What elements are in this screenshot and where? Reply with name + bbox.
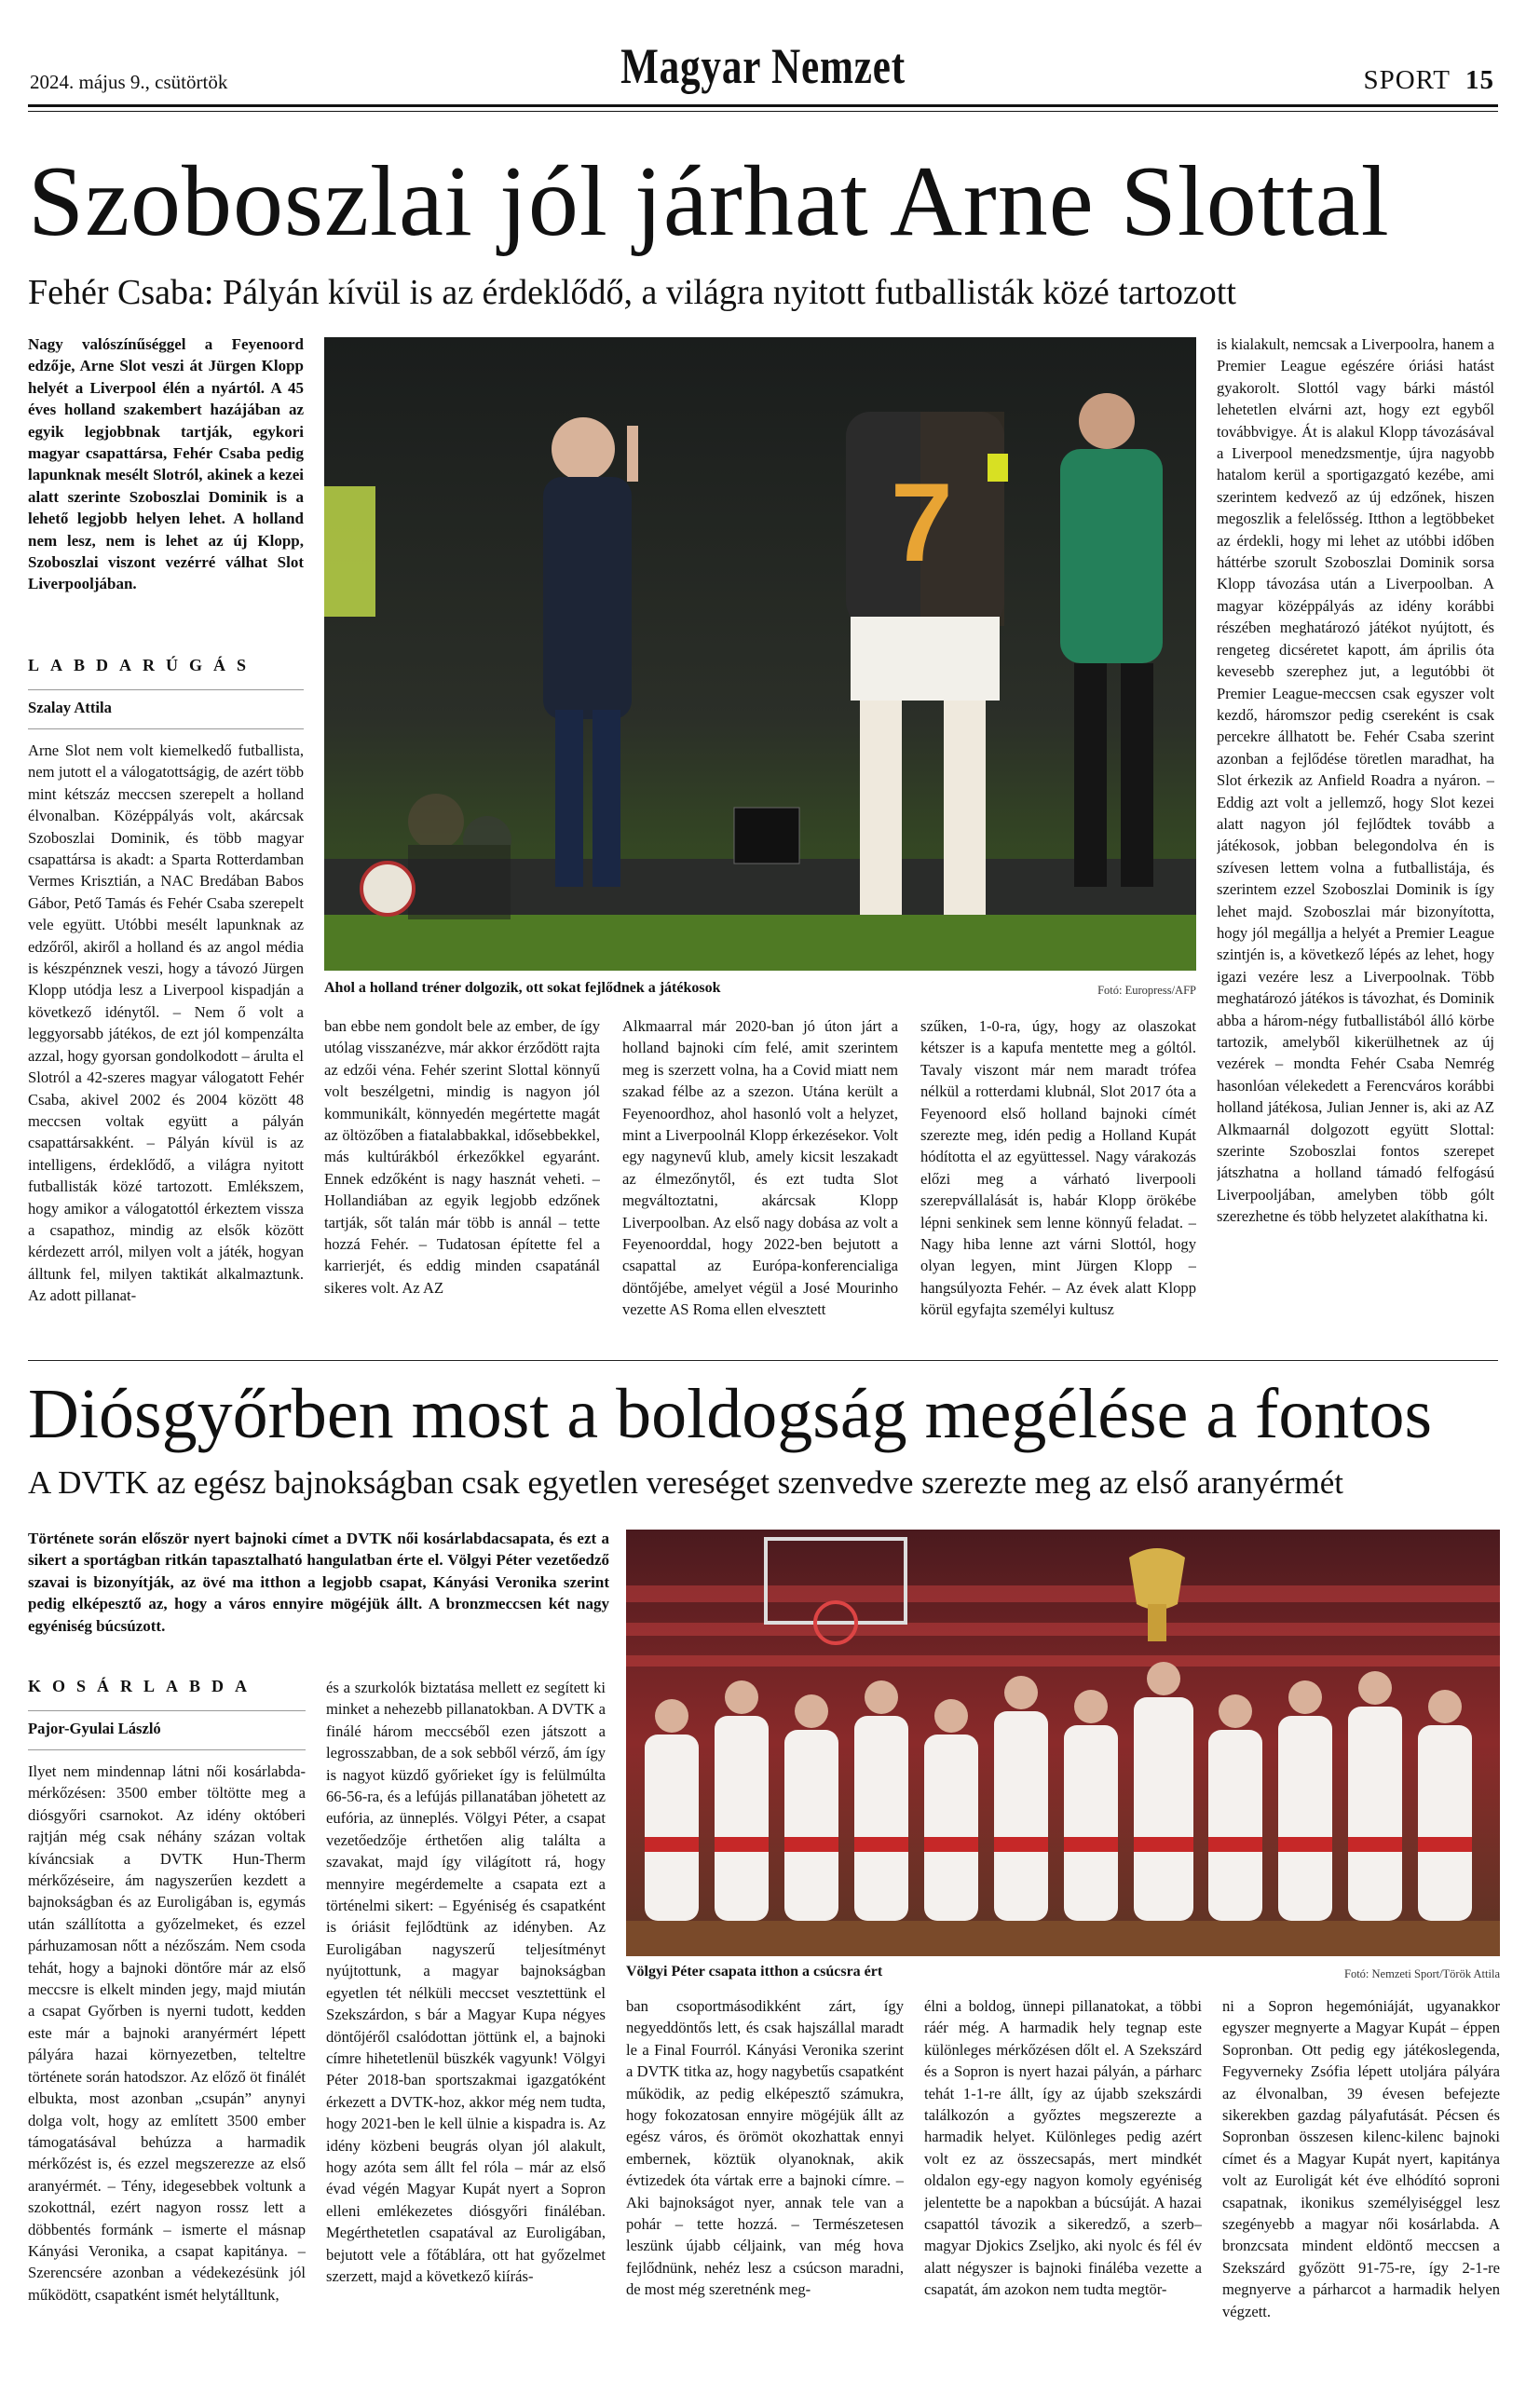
article-divider	[28, 1360, 1498, 1361]
article2-title: Diósgyőrben most a boldogság megélése a fontos	[28, 1375, 1433, 1453]
article2-column-5: ni a Sopron hegemóniáját, ugyanakkor egyszer megnyerte a Magyar Kupát – éppen Sopronban. Ott pedig egy játékoslegenda, Fegyverneky Zsófia lépett utoljára pályára az élvonalban, 39 évesen befejezte sikerekben gazdag pályafutását. Pécsen és Sopronban összesen kilenc-kilenc bajnoki címet és a Magyar Kupát nyert, kapitánya volt az Euroligát két éve elhódító soproni csapatnak, ikonikus személyiséggel lesz szegényebb a magyar női kosárlabda. A bronzcsata mindent eldöntő meccsen a Szekszárd győzött 91-75-re, így 2-1-re megnyerve a párharcot a harmadik helyen végzett.	[1222, 1997, 1500, 2320]
section-label	[1363, 65, 1494, 96]
header-rule-thin	[28, 111, 1498, 112]
article2-photo-caption: Völgyi Péter csapata itthon a csúcsra ért	[626, 1964, 883, 1979]
rubric2-divider	[28, 1710, 306, 1711]
article2-column-2: és a szurkolók biztatása mellett ez segített ki minket a nehezebb pillanatokban. A DVTK a finálé három meccséből ezen játszott a legrosszabban, de a sok sebből vérző, ám így is nagyot küzdő győrieket így is felülmúlta 66-56-ra, és a lefújás pillanatában jöhetett az eufória, az ünneplés. Völgyi Péter, a csapat vezetőedzője érthetően alig találta a szavakat, majd így világított rá, hogy mennyire megérdemelte a csapata ezt a történelmi sikert: – Egyéniség és csapatként is óriásit fejlődtünk az idényben. Az Euroligában nagyszerű teljesítményt nyújtottunk, a magyar bajnokságban egyetlen tét nélküli meccset vesztettünk el Szekszárdon, s bár a Magyar Kupa négyes döntőjéről csalódottan jöttünk el, a bajnoki címre hihetetlenül büszkék vagyunk! Völgyi Péter 2018-ban sportszakmai igazgatóként érkezett a DVTK-hoz, akkor még nem tudta, hogy 2021-ben le kell ülnie a kispadra is. Az idény közbeni beugrás olyan jól alakult, hogy azóta sem állt fel róla – már az első évad végén Magyar Kupát nyert a Sopron elleni emlékezetes diósgyőri fináléban. Megérthetetlen csapatával az Euroligában, bejutott vele a főtáblára, ott hat győzelmet szerzett, majd a következő kiírás-	[326, 1679, 606, 2285]
article2-photo	[626, 1530, 1500, 1956]
article1-column-3: Alkmaarral már 2020-ban jó úton járt a holland bajnoki cím felé, amit szerintem meg is szerzett volna, ha a Covid miatt nem szakad félbe az a szezon. Utána került a Feyenoordhoz, ahol hasonló volt a helyzet, mint a Liverpoolnál Klopp érkezésekor. Volt egy nagynevű klub, amely kicsit leszakadt az élmezőnytől, és ezt tudta Slot megváltoztatni, akárcsak Klopp Liverpoolban. Az első nagy dobása az volt a Feyenoorddal, hogy 2022-ben bejutott a csapattal az Európa-konferencialiga döntőjébe, amelyet végül a José Mourinho vezette AS Roma ellen elvesztett	[622, 1017, 898, 1319]
article1-column-2: ban ebbe nem gondolt bele az ember, de így utólag visszanézve, már akkor érződött rajta az edzői véna. Fehér szerint Slottal könnyű volt beszélgetni, mindig is nagyon jól kommunikált, könnyedén megértette magát az öltözőben a fiatalabbakkal, idősebbekkel, más kultúrákból érkezőkkel egyaránt. Ennek edzőként is nagy hasznát veheti. – Hollandiában az egyik legjobb edzőnek tartják, sőt talán már több is annál – tette hozzá Fehér. – Tudatosan építette fel a karrierjét, és eddig minden csapatánál sikeres volt. Az AZ	[324, 1017, 600, 1297]
masthead-logo: Magyar Nemzet	[620, 38, 906, 94]
article1-photo-caption: Ahol a holland tréner dolgozik, ott sokat fejlődnek a játékosok	[324, 980, 721, 996]
svg-text:7: 7	[891, 460, 953, 585]
article1-column-5: is kialakult, nemcsak a Liverpoolra, hanem a Premier League egészére óriási hatást gyakorolt. Slottól vagy bárki mástól lehetetlen elvárni azt, hogy ezt egyből továbbvigye. Át is alakul Klopp távozásával a Liverpool menedzsmentje, újra nagyobb hatalom kerül a sportigazgató kezébe, ami szerintem kedvező az új edzőnek, hiszen megoszlik a felelősség. Itthon a legtöbbeket az érdekli, hogy mi lehet az utóbbi időben háttérbe szorult Szoboszlai Dominik sorsa Klopp távozása után a Liverpoolban. A magyar középpályás az idény korábbi részében meghatározó játékot nyújtott, és rengeteg dicséretet kapott, ám április óta kevesebb szerephez jut, a legutóbbi öt Premier League-meccsen csak egyszer volt kezdő, háromszor pedig csereként is csak percekre állhatott be. Fehér Csaba szerint azonban a fejlődése töretlen maradhat, ha Slot érkezik az Anfield Roadra a nyáron. – Eddig azt volt a jellemző, hogy Slot kezei alatt nagyon jól fejlődtek tovább a játékosok, jobban belegondolva én is szívesen lettem volna a futballistája, és szerintem ezzel Szoboszlai Dominik is így lehet majd. Szoboszlai már bizonyította, hogy jól megállja a helyét a Premier League szintjén is, a következő lépés az lehet, hogy igazi vezére lesz a Liverpoolnak. Több meghatározó játékos is távozhat, és Dominik abba a három-négy futballistából álló körbe tartozik, amelyből kikerülhetnek az új vezérek – mondta Fehér Csaba Nemrég hasonlóan vélekedett a Ferencváros korábbi holland játékosa, Julian Jenner is, aki az AZ Alkmaarnál dolgozott együtt Slottal: szerinte Szoboszlai fontos szerepet játszhatna a holland támadó felfogású Liverpooljában, amelyben több gólt szerezhetne és több helyzetet alakíthatna ki.	[1217, 335, 1494, 1226]
page-number: 15	[1465, 65, 1494, 95]
section-name: SPORT	[1363, 65, 1451, 95]
article2-subtitle: A DVTK az egész bajnokságban csak egyetlen vereséget szenvedve szerezte meg az első aranyérmét	[28, 1464, 1343, 1501]
article1-subtitle: Fehér Csaba: Pályán kívül is az érdeklődő, a világra nyitott futballisták közé tartozott	[28, 273, 1236, 312]
basketball-photo-illustration	[626, 1530, 1500, 1956]
rubric-divider	[28, 689, 304, 690]
issue-date: 2024. május 9., csütörtök	[30, 71, 228, 93]
article2-rubric: KOSÁRLABDA	[28, 1677, 259, 1695]
article1-column-4: szűken, 1-0-ra, úgy, hogy az olaszokat kétszer is a kapufa mentette meg a góltól. Tavaly viszont már nem maradt trófea nélkül a rotterdami klubnál, Slot 2017 óta a Feyenoord első holland bajnoki címét szerezte meg, idén pedig a Holland Kupát hódította el az együttessel. Nagy várakozás előzi meg a várható liverpooli szerepvállalását is, habár Klopp örökébe lépni senkinek sem lenne könnyű feladat. – Nagy hiba lenne azt várni Slottól, hogy olyan legyen, mint Jürgen Klopp – hangsúlyozta Fehér. – Az évek alatt Klopp körül egyfajta személyi kultusz	[920, 1017, 1196, 1319]
football-photo-illustration	[324, 337, 1196, 971]
article2-column-3: ban csoportmásodikként zárt, így negyeddöntős lett, és csak hajszállal maradt le a Final Fourról. Kányási Veronika szerint a DVTK titka az, hogy nagybetűs csapatként működik, az pedig elképesztő számukra, hogy fokozatosan ennyire mögéjük állt az egész város, és örömöt okozhattak ennyi embernek, köztük olyanoknak, akik évtizedek óta vártak erre a bajnoki címre. – Aki bajnokságot nyer, annak tele van a pohár – tette hozzá. – Természetesen leszünk újabb céljaink, van még hova fejlődnünk, nehéz lesz a csúcson maradni, de most még szeretnénk meg-	[626, 1997, 904, 2299]
article1-column-1: Arne Slot nem volt kiemelkedő futballista, nem jutott el a válogatottságig, de azért több mint kétszáz meccsen szerepelt a holland élvonalban. Középpályás volt, akárcsak Szoboszlai Dominik, és több magyar csapattársa is akadt: a Sparta Rotterdamban Vermes Krisztián, a NAC Bredában Babos Gábor, Pető Tamás és Fehér Csaba szerepelt vele együtt. Utóbbi mesélt lapunknak az edzőről, akiről a holland és az angol média is készpénznek veszi, hogy a távozó Jürgen Klopp utódja lesz a Liverpool kispadján a következő idénytől. – Nem ő volt a leggyorsabb játékos, de ezt jól kompenzálta azzal, hogy gyorsan gondolkodott – árulta el Slotról a 42-szeres magyar válogatott Fehér Csaba, akivel 2002 és 2004 között 48 meccsen voltak együtt a pályán csapattársakként. – Pályán kívül is az intelligens, érdeklődő, a világra nyitott futballisták közé tartozott. Emlékszem, hogy amikor a válogatottól érkeztem vissza a csapathoz, mindig az elsők között kérdezett arról, milyen volt a játék, hogyan álltunk fel, milyen taktikát alkalmaztunk. Az adott pillanat-	[28, 741, 304, 1305]
article2-author: Pajor-Gyulai László	[28, 1720, 161, 1737]
article1-rubric: LABDARÚGÁS	[28, 656, 258, 674]
article1-author: Szalay Attila	[28, 699, 112, 716]
article1-photo-credit: Fotó: Europress/AFP	[1097, 984, 1196, 997]
article1-lead: Nagy valószínűséggel a Feyenoord edzője, Arne Slot veszi át Jürgen Klopp helyét a Liverpool élén a nyártól. A 45 éves holland szakembert hazájában az egyik legjobbnak tartják, egykori magyar csapattársa, Fehér Csaba pedig lapunknak mesélt Slotról, akinek a kezei alatt szerinte Szoboszlai Dominik is a lehető legjobb helyen lehet. A holland nem lesz, nem is lehet az új Klopp, Szoboszlai viszont vezérré válhat Slot Liverpooljában.	[28, 335, 304, 593]
byline2-divider	[28, 1749, 306, 1750]
article2-column-4: élni a boldog, ünnepi pillanatokat, a többi ráér még. A harmadik hely tegnap este különleges mérkőzésen dőlt el. A Szekszárd és a Sopron is nyert hazai pályán, a párharc tehát 1-1-re állt, így az újabb szekszárdi találkozón a győztes megszerezte a harmadik helyet. Különleges pedig azért volt ez az összecsapás, mert mindkét oldalon egy-egy nagyon komoly egyéniség jelentette be a napokban a búcsúját. A hazai csapattól távozik a sikeredző, a szerb–magyar Djokics Zseljko, aki nyolc és fél év alatt négyszer is bajnoki fináléba vezette a csapatát, ám azokon nem tudta megtör-	[924, 1997, 1202, 2299]
article1-photo	[324, 337, 1196, 971]
article2-lead: Története során először nyert bajnoki címet a DVTK női kosárlabdacsapata, és ezt a sikert a sportágban ritkán tapasztalható hangulatban érte el. Völgyi Péter vezetőedző szavai is bizonyítják, az övé ma itthon a legjobb csapat, Kányási Veronika szerint pedig elképesztő az, hogy a város ennyire mögéjük állt. A bronzmeccsen két nagy egyéniség búcsúzott.	[28, 1530, 609, 1635]
article1-title: Szoboszlai jól járhat Arne Slottal	[28, 146, 1390, 257]
article2-column-1: Ilyet nem mindennap látni női kosárlabda-mérkőzésen: 3500 ember töltötte meg a diósgyőri csarnokot. Az idény októberi rajtján még csak néhány százan voltak kíváncsiak a DVTK Hun-Therm mérkőzéseire, ám nagyszerűen kezdett a bajnokságban és az Euroligában is, egymás után szállította a győzelmeket, és ezzel párhuzamosan nőtt a nézőszám. Nem csoda tehát, hogy a bajnoki döntőre már az első meccsre is elkelt minden jegy, majd miután a csapat Győrben is nyerni tudott, kedden este már a bajnoki aranyérmért lépett pályára hazai környezetben, telteltre története során hatodszor. Az előző öt finálét elbukta, most azonban „csupán” anynyi dolga volt, hogy az említett 3500 ember támogatásával behúzza a harmadik mérkőzést is, és ezzel megszerezze az első aranyérmét. – Tény, idegesebbek voltunk a szokottnál, ezért nagyon rossz lett a döbbentés formánk – ismerte el másnap Kányási Veronika, a csapat kapitánya. – Szerencsére azonban a védekezésünk jól működött, csapatként ismét helytálltunk,	[28, 1762, 306, 2304]
byline-divider	[28, 728, 304, 729]
article2-photo-credit: Fotó: Nemzeti Sport/Török Attila	[1344, 1967, 1500, 1980]
header-rule	[28, 104, 1498, 107]
